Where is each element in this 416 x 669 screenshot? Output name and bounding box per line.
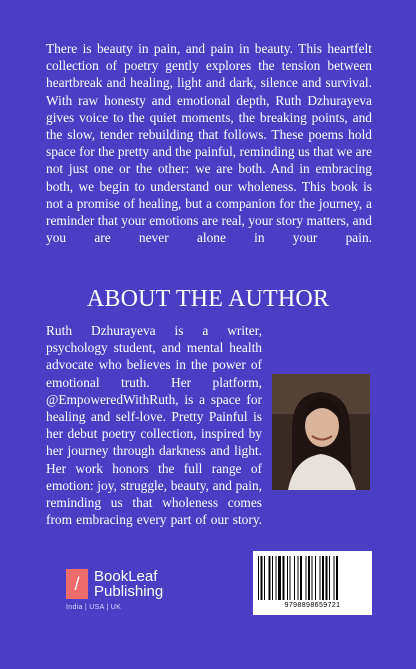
author-bio: Ruth Dzhurayeva is a writer, psychology student, and mental health advocate who believes in the power of emotional truth. Her platform, @EmpoweredWithRuth, is a space for healing and self-love. Pretty Painful is her debut poetry collection, inspired by her journey through darkness and light. Her work honors the full range of emotion: joy, struggle, beauty, and pain, reminding us that wholeness comes from embracing every part of our story.: [46, 323, 262, 528]
bookleaf-mark-icon: /: [66, 569, 88, 599]
publisher-logo: [66, 566, 163, 602]
isbn-barcode: [253, 551, 372, 615]
about-author-heading: ABOUT THE AUTHOR: [86, 286, 330, 312]
isbn-number: 9798898659721: [284, 602, 341, 609]
barcode-bars: [258, 556, 367, 600]
back-cover-blurb: There is beauty in pain, and pain in beauty. This heartfelt collection of poetry gently explores the tension between heartbreak and healing, light and dark, silence and survival. With raw honesty and emotional depth, Ruth Dzhurayeva gives voice to the quiet moments, the breaking points, and the slow, tender rebuilding that follows. These poems hold space for the pretty and the painful, reminding us that we are not just one or the other: we are both. And in embracing both, we begin to understand our wholeness. This book is not a promise of healing, but a companion for the journey, a reminder that your emotions are real, your story matters, and you are never alone in your pain.: [46, 41, 372, 246]
publisher-name-line2: Publishing: [94, 583, 164, 600]
author-photo: [272, 374, 370, 490]
publisher-regions: India | USA | UK: [66, 604, 122, 611]
publisher-name-line1: BookLeaf: [94, 568, 158, 585]
